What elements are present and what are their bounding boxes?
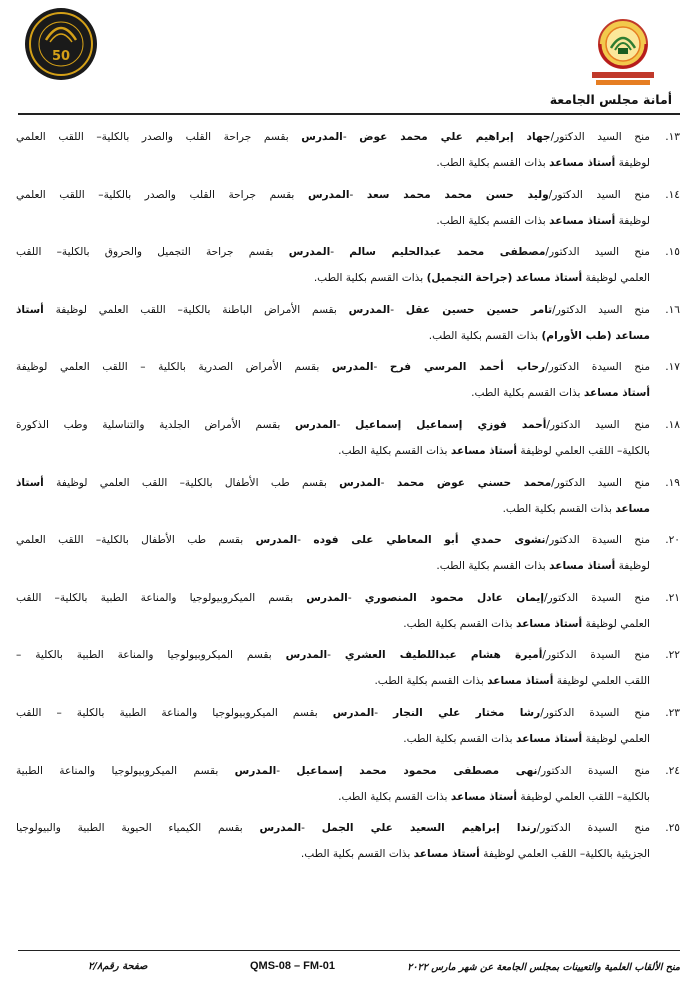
text-segment: لوظيفة: [615, 560, 650, 573]
item-line: [16, 297, 650, 323]
item-text: [16, 585, 650, 643]
item-number: ١٦.: [665, 303, 680, 316]
text-segment: بقسم الميكروبيولوجيا والمناعة الطبية بالكلية – اللقب: [16, 706, 333, 719]
item-line: [16, 470, 650, 496]
text-segment: بذات القسم بكلية الطب.: [313, 272, 427, 285]
bold-text-segment: محمد حسني عوض محمد: [396, 476, 552, 489]
text-segment: منح السيدة الدكتور/: [545, 361, 650, 374]
text-segment: -: [327, 649, 345, 662]
bold-text-segment: أحمد فوزي إسماعيل إسماعيل: [355, 418, 547, 431]
text-segment: -: [373, 361, 390, 374]
text-segment: بقسم الميكروبيولوجيا والمناعة الطبية بالكلية –: [16, 649, 286, 662]
bold-text-segment: أستاذ مساعد: [549, 214, 616, 227]
bold-text-segment: المدرس: [288, 246, 331, 259]
bold-text-segment: المدرس: [332, 706, 375, 719]
bold-text-segment: أستاذ مساعد: [487, 675, 554, 688]
text-segment: منح السيد الدكتور/: [545, 246, 650, 259]
bold-text-segment: المدرس: [339, 476, 381, 489]
list-item: [16, 815, 680, 873]
text-segment: منح السيدة الدكتور/: [537, 764, 650, 777]
text-segment: -: [380, 476, 397, 489]
text-segment: لوظيفة: [615, 214, 650, 227]
item-text: [16, 297, 650, 355]
list-item: [16, 642, 680, 700]
list-item: [16, 527, 680, 585]
text-segment: العلمي لوظيفة: [582, 617, 650, 630]
bold-text-segment: المدرس: [307, 188, 350, 201]
text-segment: لوظيفة: [615, 157, 650, 169]
item-line: [16, 239, 650, 265]
item-line: [16, 553, 650, 579]
text-segment: بقسم الكيمياء الحيوية الطبية والبيولوجيا: [16, 822, 260, 835]
list-item: [16, 354, 680, 412]
text-segment: -: [330, 246, 350, 259]
item-line: [16, 265, 650, 291]
footer-description: منح الألقاب العلمية والتعيينات بمجلس الجامعة عن شهر مارس ٢٠٢٢: [407, 962, 680, 973]
bold-text-segment: المدرس: [348, 303, 391, 316]
text-segment: بقسم الأمراض الباطنة بالكلية– اللقب العلمي لوظيفة: [43, 303, 349, 316]
item-line: [16, 784, 650, 810]
list-item: [16, 470, 680, 528]
item-number: ٢١.: [665, 591, 680, 604]
text-segment: بذات القسم بكلية الطب.: [403, 732, 516, 745]
item-number: ٢٢.: [665, 649, 680, 662]
text-segment: -: [342, 131, 360, 143]
item-line: [16, 124, 650, 150]
text-segment: بالكلية– اللقب العلمي لوظيفة: [517, 444, 650, 457]
item-line: [16, 726, 650, 752]
mansoura-university-logo: [582, 14, 664, 90]
text-segment: منح السيد الدكتور/: [551, 476, 650, 489]
item-text: [16, 239, 650, 297]
bold-text-segment: أستاذ مساعد: [515, 732, 583, 745]
text-segment: -: [276, 764, 297, 777]
bold-text-segment: مساعد: [615, 502, 650, 515]
text-segment: بقسم الميكروبيولوجيا والمناعة الطبية بالكلية– اللقب: [16, 591, 307, 604]
text-segment: بذات القسم بكلية الطب.: [436, 157, 550, 169]
item-text: [16, 412, 650, 470]
text-segment: بقسم جراحة القلب والصدر بالكلية– اللقب العلمي: [16, 131, 302, 143]
university-council-secretariat-caption: أمانة مجلس الجامعة: [549, 92, 672, 107]
item-line: [16, 611, 650, 637]
list-item: [16, 297, 680, 355]
item-line: [16, 380, 650, 406]
text-segment: منح السيد الدكتور/: [548, 188, 650, 201]
item-number: ١٨.: [665, 418, 680, 431]
text-segment: منح السيد الدكتور/: [546, 418, 650, 431]
item-number: ١٤.: [665, 188, 680, 201]
item-number: ١٩.: [665, 476, 680, 489]
text-segment: العلمي لوظيفة: [582, 732, 650, 745]
list-item: [16, 124, 680, 182]
item-line: [16, 642, 650, 668]
text-segment: بقسم طب الأطفال بالكلية– اللقب العلمي لوظيفة: [43, 476, 340, 489]
bold-text-segment: أميرة هشام عبداللطيف العشري: [344, 649, 543, 662]
svg-text:50: 50: [51, 49, 71, 64]
bold-text-segment: رشا مختار علي النجار: [393, 706, 541, 719]
item-line: [16, 841, 650, 867]
text-segment: بذات القسم بكلية الطب.: [403, 617, 516, 630]
bold-text-segment: أستاذ مساعد: [583, 387, 650, 400]
list-item: [16, 182, 680, 240]
bold-text-segment: المدرس: [255, 534, 298, 547]
text-segment: بذات القسم بكلية الطب.: [374, 675, 488, 688]
text-segment: منح السيدة الدكتور/: [543, 591, 650, 604]
bold-text-segment: أستاذ مساعد: [450, 790, 518, 803]
item-number: ٢٣.: [665, 706, 680, 719]
text-segment: منح السيدة الدكتور/: [536, 822, 650, 835]
item-line: [16, 438, 650, 464]
text-segment: بقسم الأمراض الجلدية والتناسلية وطب الذكورة: [16, 418, 296, 431]
item-text: [16, 815, 650, 873]
bold-text-segment: وليد حسن محمد محمد سعد: [366, 188, 549, 201]
bold-text-segment: رندا إبراهيم السعيد علي الجمل: [321, 822, 537, 835]
text-segment: -: [336, 418, 356, 431]
bold-text-segment: المدرس: [331, 361, 374, 374]
item-number: ١٥.: [665, 246, 680, 259]
bold-text-segment: أستاذ مساعد: [549, 157, 616, 169]
text-segment: -: [374, 706, 394, 719]
bold-text-segment: المدرس: [306, 591, 348, 604]
list-item: [16, 758, 680, 816]
item-line: [16, 182, 650, 208]
bold-text-segment: أستاذ مساعد (جراحة التجميل): [426, 272, 583, 285]
bold-text-segment: أستاذ مساعد: [515, 617, 583, 630]
list-item: [16, 585, 680, 643]
text-segment: بذات القسم بكلية الطب.: [436, 214, 550, 227]
bold-text-segment: أستاذ مساعد: [549, 560, 616, 573]
item-number: ١٧.: [665, 361, 680, 374]
bold-text-segment: مصطفى محمد عبدالحليم سالم: [349, 246, 546, 259]
item-line: [16, 412, 650, 438]
bold-text-segment: المدرس: [295, 418, 337, 431]
text-segment: بالكلية– اللقب العلمي لوظيفة: [517, 790, 650, 803]
bold-text-segment: المدرس: [285, 649, 328, 662]
item-text: [16, 527, 650, 585]
item-line: [16, 758, 650, 784]
item-number: ٢٠.: [665, 534, 680, 547]
decisions-list: [16, 124, 680, 873]
item-number: ٢٤.: [665, 764, 680, 777]
text-segment: بذات القسم بكلية الطب.: [471, 387, 584, 400]
list-item: [16, 700, 680, 758]
text-segment: بذات القسم بكلية الطب.: [436, 560, 550, 573]
text-segment: -: [390, 303, 406, 316]
form-code: QMS-08 – FM-01: [250, 960, 335, 972]
item-line: [16, 208, 650, 234]
bold-text-segment: تامر حسين حسين عقل: [405, 303, 553, 316]
bold-text-segment: المدرس: [259, 822, 302, 835]
bold-text-segment: أستاذ مساعد: [413, 848, 480, 861]
item-text: [16, 700, 650, 758]
text-segment: بذات القسم بكلية الطب.: [502, 502, 616, 515]
bold-text-segment: نهى مصطفى محمود محمد إسماعيل: [296, 764, 538, 777]
text-segment: -: [347, 591, 365, 604]
bold-text-segment: أستاذ: [16, 303, 44, 316]
text-segment: بذات القسم بكلية الطب.: [338, 444, 451, 457]
bold-text-segment: أستاذ مساعد: [450, 444, 518, 457]
bold-text-segment: نشوى حمدي أبو المعاطي على فوده: [313, 534, 546, 547]
list-item: [16, 239, 680, 297]
bold-text-segment: أستاذ: [16, 476, 44, 489]
header-divider: [18, 113, 680, 115]
text-segment: منح السيدة الدكتور/: [542, 649, 650, 662]
item-line: [16, 150, 650, 176]
text-segment: -: [297, 534, 314, 547]
text-segment: العلمي لوظيفة: [582, 272, 650, 285]
text-segment: بذات القسم بكلية الطب.: [428, 329, 542, 342]
bold-text-segment: جهاد إبراهيم علي محمد عوض: [359, 131, 551, 143]
text-segment: بقسم الأمراض الصدرية بالكلية – اللقب العلمي لوظيفة: [16, 361, 332, 374]
item-text: [16, 470, 650, 528]
page-number: صفحة رقم٢/٨: [88, 961, 148, 972]
golden-jubilee-logo: [20, 6, 102, 86]
text-segment: بقسم الميكروبيولوجيا والمناعة الطبية: [16, 764, 235, 777]
footer-divider: [18, 950, 680, 951]
item-line: [16, 815, 650, 841]
bold-text-segment: مساعد (طب الأورام): [541, 329, 650, 342]
text-segment: بقسم جراحة التجميل والحروق بالكلية– اللقب: [16, 246, 289, 259]
bold-text-segment: المدرس: [234, 764, 277, 777]
text-segment: -: [301, 822, 322, 835]
text-segment: بقسم طب الأطفال بالكلية– اللقب العلمي: [16, 534, 256, 547]
list-item: [16, 412, 680, 470]
item-line: [16, 323, 650, 349]
item-line: [16, 527, 650, 553]
text-segment: بذات القسم بكلية الطب.: [300, 848, 414, 861]
text-segment: منح السيدة الدكتور/: [540, 706, 650, 719]
item-line: [16, 354, 650, 380]
item-text: [16, 354, 650, 412]
item-text: [16, 758, 650, 816]
bold-text-segment: رحاب أحمد المرسي فرح: [389, 361, 546, 374]
item-text: [16, 124, 650, 182]
item-line: [16, 585, 650, 611]
text-segment: بذات القسم بكلية الطب.: [338, 790, 451, 803]
item-line: [16, 668, 650, 694]
bold-text-segment: المدرس: [301, 131, 343, 143]
item-number: ٢٥.: [665, 822, 680, 835]
text-segment: -: [349, 188, 367, 201]
text-segment: منح السيدة الدكتور/: [545, 534, 650, 547]
text-segment: اللقب العلمي لوظيفة: [553, 675, 650, 688]
text-segment: منح السيد الدكتور/: [550, 131, 650, 143]
text-segment: منح السيد الدكتور/: [552, 303, 650, 316]
text-segment: بقسم جراحة القلب والصدر بالكلية– اللقب العلمي: [16, 188, 308, 201]
item-line: [16, 496, 650, 522]
bold-text-segment: إيمان عادل محمود المنصوري: [364, 591, 544, 604]
item-number: ١٣.: [665, 131, 680, 143]
item-line: [16, 700, 650, 726]
item-text: [16, 182, 650, 240]
text-segment: الجزيئية بالكلية– اللقب العلمي لوظيفة: [479, 848, 650, 861]
item-text: [16, 642, 650, 700]
